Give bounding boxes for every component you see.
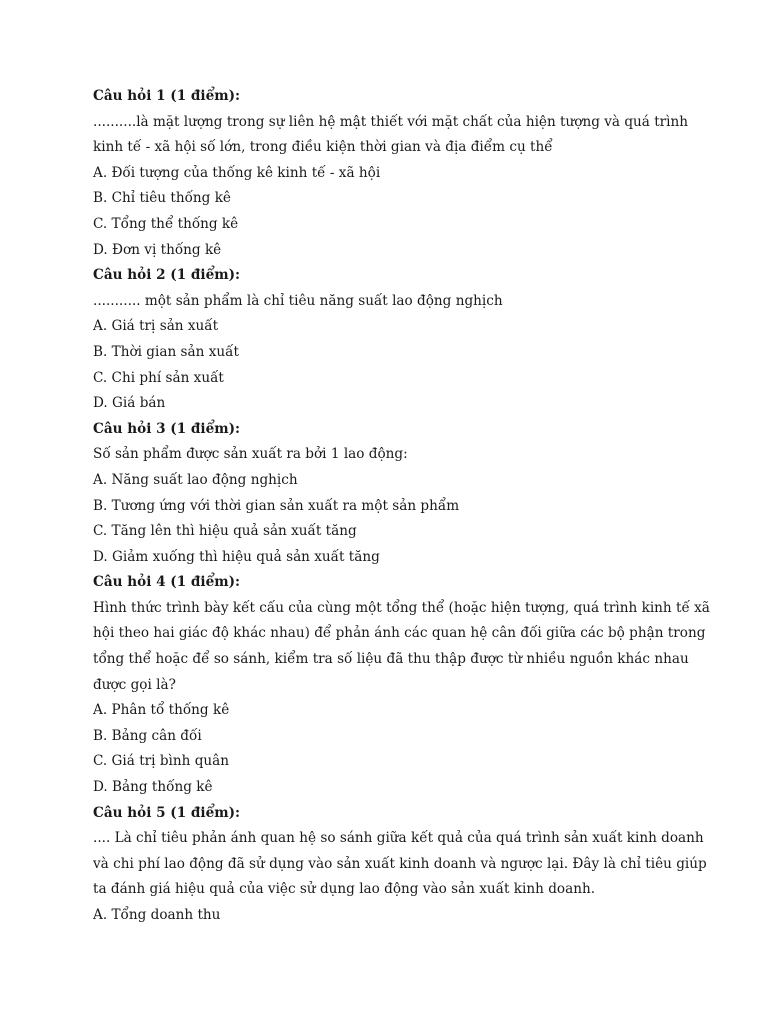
question-stem-line: hội theo hai giác độ khác nhau) để phản ánh các quan hệ cân đối giữa các bộ phận trong — [93, 625, 706, 642]
question-4 — [93, 570, 710, 800]
question-3 — [93, 417, 693, 571]
answer-option: D. Giá bán — [93, 395, 166, 412]
document-page — [93, 84, 710, 929]
answer-option: C. Tổng thể thống kê — [93, 215, 239, 232]
question-stem-line: và chi phí lao động đã sử dụng vào sản xuất kinh doanh và ngược lại. Đây là chỉ tiêu giúp — [93, 855, 707, 872]
answer-option: B. Thời gian sản xuất — [93, 343, 239, 360]
answer-option: B. Chỉ tiêu thống kê — [93, 190, 231, 207]
answer-option: D. Đơn vị thống kê — [93, 241, 222, 258]
question-stem-line: được gọi là? — [93, 676, 176, 693]
answer-option: A. Giá trị sản xuất — [93, 318, 219, 335]
question-title: Câu hỏi 3 (1 điểm): — [93, 420, 241, 437]
question-stem-line: ta đánh giá hiệu quả của việc sử dụng lao động vào sản xuất kinh doanh. — [93, 881, 596, 898]
answer-option: A. Năng suất lao động nghịch — [93, 471, 298, 488]
question-title: Câu hỏi 5 (1 điểm): — [93, 804, 241, 821]
answer-option: B. Bảng cân đối — [93, 727, 202, 744]
question-1 — [93, 84, 693, 263]
answer-option: C. Chi phí sản xuất — [93, 369, 224, 386]
question-stem-line: Số sản phẩm được sản xuất ra bởi 1 lao động: — [93, 446, 408, 463]
answer-option: C. Giá trị bình quân — [93, 753, 230, 770]
question-2 — [93, 263, 693, 417]
answer-option: A. Phân tổ thống kê — [93, 702, 230, 719]
answer-option: B. Tương ứng với thời gian sản xuất ra một sản phẩm — [93, 497, 460, 514]
answer-option: D. Giảm xuống thì hiệu quả sản xuất tăng — [93, 548, 380, 565]
question-stem-line: ..........là mặt lượng trong sự liên hệ mật thiết với mặt chất của hiện tượng và quá trình — [93, 113, 689, 130]
question-stem-line: .... Là chỉ tiêu phản ánh quan hệ so sánh giữa kết quả của quá trình sản xuất kinh doanh — [93, 830, 704, 847]
question-5 — [93, 801, 707, 929]
question-stem-line: kinh tế - xã hội số lớn, trong điều kiện thời gian và địa điểm cụ thể — [93, 139, 553, 156]
answer-option: A. Đối tượng của thống kê kinh tế - xã hội — [93, 164, 381, 181]
question-title: Câu hỏi 2 (1 điểm): — [93, 267, 241, 284]
question-stem-line: Hình thức trình bày kết cấu của cùng một tổng thể (hoặc hiện tượng, quá trình kinh tế xã — [93, 599, 710, 616]
question-stem-line: ........... một sản phẩm là chỉ tiêu năng suất lao động nghịch — [93, 292, 503, 309]
question-title: Câu hỏi 1 (1 điểm): — [93, 88, 241, 104]
question-stem-line: tổng thể hoặc để so sánh, kiểm tra số liệu đã thu thập được từ nhiều nguồn khác nhau — [93, 651, 689, 668]
answer-option: C. Tăng lên thì hiệu quả sản xuất tăng — [93, 523, 357, 540]
question-title: Câu hỏi 4 (1 điểm): — [93, 574, 241, 591]
answer-option: A. Tổng doanh thu — [93, 907, 221, 923]
answer-option: D. Bảng thống kê — [93, 779, 213, 796]
